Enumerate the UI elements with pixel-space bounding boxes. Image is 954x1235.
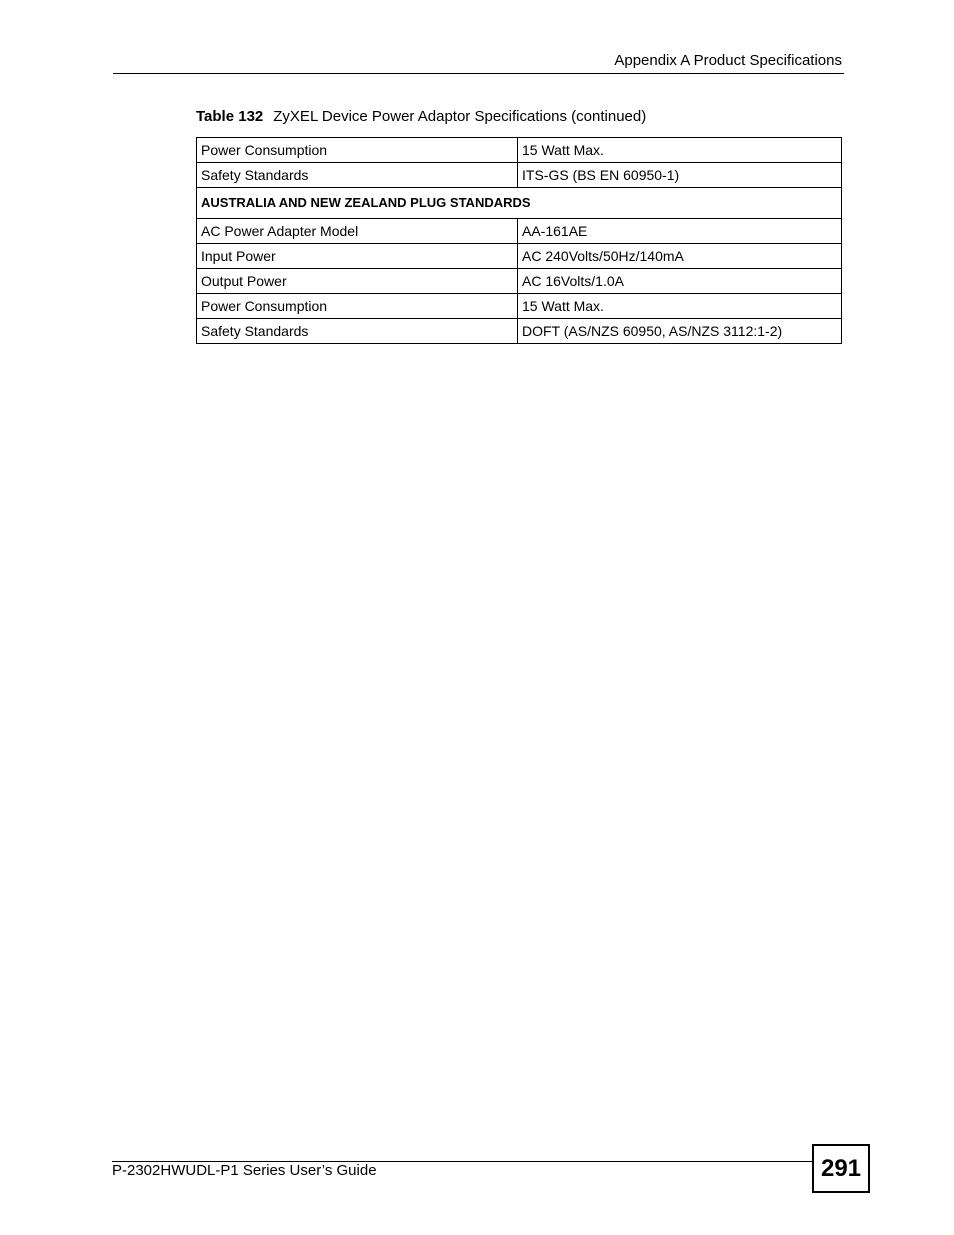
table-row xyxy=(197,138,842,163)
spec-label: Power Consumption xyxy=(197,138,518,163)
spec-label: AC Power Adapter Model xyxy=(197,219,518,244)
spec-label: Power Consumption xyxy=(197,294,518,319)
page-number: 291 xyxy=(820,1154,862,1182)
spec-value: 15 Watt Max. xyxy=(518,138,842,163)
table-row xyxy=(197,163,842,188)
running-header: Appendix A Product Specifications xyxy=(614,52,842,69)
page-number-box xyxy=(812,1144,870,1193)
spec-label: Safety Standards xyxy=(197,163,518,188)
guide-title: P-2302HWUDL-P1 Series User’s Guide xyxy=(112,1162,377,1179)
spec-value: ITS-GS (BS EN 60950-1) xyxy=(518,163,842,188)
spec-label: Safety Standards xyxy=(197,319,518,344)
table-caption-text: ZyXEL Device Power Adaptor Specifications (continued) xyxy=(273,108,647,125)
table-row xyxy=(197,219,842,244)
section-heading-row xyxy=(197,188,842,219)
spec-value: AC 16Volts/1.0A xyxy=(518,269,842,294)
power-adaptor-spec-table xyxy=(196,137,842,344)
spec-label: Output Power xyxy=(197,269,518,294)
table-row xyxy=(197,244,842,269)
table-row xyxy=(197,269,842,294)
spec-value: 15 Watt Max. xyxy=(518,294,842,319)
spec-value: AA-161AE xyxy=(518,219,842,244)
table-row xyxy=(197,294,842,319)
spec-value: AC 240Volts/50Hz/140mA xyxy=(518,244,842,269)
table-caption-label: Table 132 xyxy=(196,108,264,125)
spec-value: DOFT (AS/NZS 60950, AS/NZS 3112:1-2) xyxy=(518,319,842,344)
table-row xyxy=(197,319,842,344)
spec-label: Input Power xyxy=(197,244,518,269)
section-heading: AUSTRALIA AND NEW ZEALAND PLUG STANDARDS xyxy=(197,188,842,219)
header-divider xyxy=(113,73,844,74)
table-caption xyxy=(196,107,646,127)
